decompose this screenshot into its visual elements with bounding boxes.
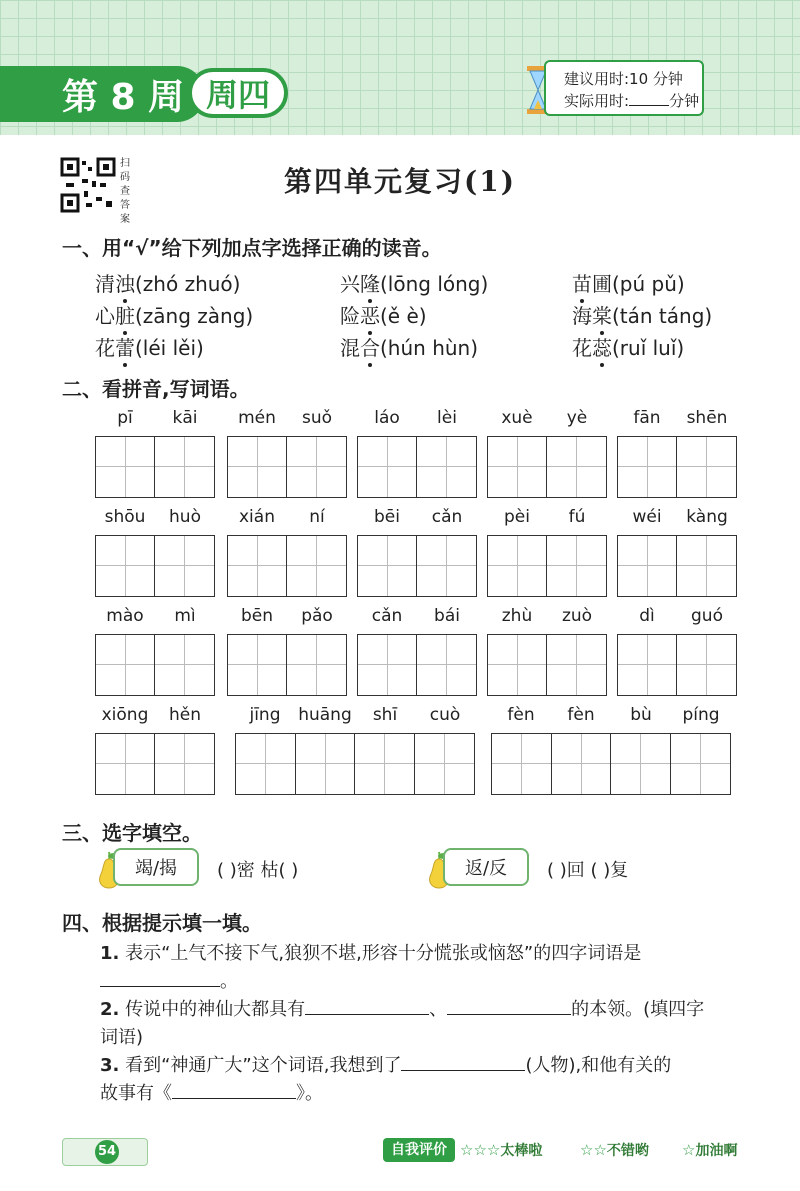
- pinyin-syllable: bái: [434, 606, 460, 626]
- writing-grid[interactable]: [357, 634, 477, 696]
- writing-grid[interactable]: [95, 535, 215, 597]
- pinyin-syllable: cǎn: [371, 606, 403, 626]
- writing-grid[interactable]: [235, 733, 475, 795]
- grid-cell[interactable]: [155, 734, 214, 794]
- pinyin-syllable: wéi: [632, 507, 662, 527]
- pinyin-syllable: kàng: [686, 507, 728, 527]
- pinyin-syllable: kāi: [172, 408, 198, 428]
- page-number: 54: [95, 1140, 119, 1164]
- qr-caption: 扫码查答案: [120, 158, 130, 225]
- pinyin-options: (ruǐ luǐ): [612, 336, 685, 360]
- fill-group-2[interactable]: ( )回 ( )复: [547, 860, 629, 881]
- answer-blank[interactable]: [305, 996, 429, 1015]
- grid-cell[interactable]: [287, 635, 346, 695]
- grid-cell[interactable]: [492, 734, 552, 794]
- writing-grid[interactable]: [227, 436, 347, 498]
- star-icon: ☆☆: [580, 1141, 607, 1159]
- grid-cell[interactable]: [287, 536, 346, 596]
- question-text: 的本领。(填四字: [571, 999, 705, 1020]
- pronunciation-item[interactable]: [572, 300, 712, 329]
- pinyin-syllable: zhù: [501, 606, 533, 626]
- pronunciation-item[interactable]: [95, 332, 204, 361]
- pronunciation-item[interactable]: [572, 332, 684, 361]
- dotted-char: 合: [360, 332, 380, 361]
- writing-grid[interactable]: [357, 535, 477, 597]
- answer-blank[interactable]: [172, 1080, 296, 1099]
- pinyin-options: (tán táng): [612, 304, 713, 328]
- pinyin-syllable: shōu: [104, 507, 146, 527]
- pronunciation-item[interactable]: [95, 268, 240, 297]
- pinyin-syllable: pèi: [504, 507, 530, 527]
- question-text: 词语): [100, 1027, 144, 1048]
- pinyin-syllable: shī: [372, 705, 398, 725]
- answer-blank[interactable]: [447, 996, 571, 1015]
- actual-time-blank[interactable]: [629, 91, 669, 106]
- grid-cell[interactable]: [358, 536, 417, 596]
- word-char: 混: [340, 336, 360, 360]
- question-text: 传说中的神仙大都具有: [125, 999, 306, 1020]
- actual-time-unit: 分钟: [669, 92, 700, 110]
- pinyin-options: (zāng zàng): [135, 304, 254, 328]
- question-number: 2.: [100, 999, 120, 1020]
- dotted-char: 蕾: [115, 332, 135, 361]
- page-number-badge: [62, 1138, 148, 1166]
- pinyin-syllable: píng: [682, 705, 720, 725]
- pinyin-syllable: mào: [106, 606, 144, 626]
- dotted-char: 蕊: [592, 332, 612, 361]
- rating-good[interactable]: [580, 1140, 649, 1160]
- pinyin-syllable: bēn: [240, 606, 274, 626]
- writing-grid[interactable]: [95, 634, 215, 696]
- dotted-char: 浊: [115, 268, 135, 297]
- pinyin-syllable: fèn: [567, 705, 595, 725]
- section4-heading: 四、根据提示填一填。: [62, 911, 262, 935]
- grid-cell[interactable]: [618, 536, 677, 596]
- grid-cell[interactable]: [228, 635, 287, 695]
- rating-label: 太棒啦: [500, 1143, 543, 1159]
- grid-cell[interactable]: [296, 734, 356, 794]
- pinyin-options: (zhó zhuó): [135, 272, 241, 296]
- pinyin-syllable: huāng: [298, 705, 352, 725]
- fill-group-1[interactable]: ( )密 枯( ): [217, 860, 299, 881]
- dotted-char: 苗: [572, 268, 592, 297]
- writing-grid[interactable]: [227, 634, 347, 696]
- dotted-char: 脏: [115, 300, 135, 329]
- word-char: 兴: [340, 272, 360, 296]
- question-text: 故事有《: [100, 1083, 172, 1104]
- section1-heading: 一、用“√”给下列加点字选择正确的读音。: [62, 236, 442, 260]
- pinyin-syllable: ní: [309, 507, 325, 527]
- actual-time-label: 实际用时:: [564, 92, 630, 110]
- grid-cell[interactable]: [417, 536, 476, 596]
- word-char: 花: [95, 336, 115, 360]
- grid-cell[interactable]: [547, 437, 606, 497]
- writing-grid[interactable]: [487, 535, 607, 597]
- pinyin-options: (hún hùn): [380, 336, 479, 360]
- writing-grid[interactable]: [617, 535, 737, 597]
- star-icon: ☆☆☆: [460, 1141, 501, 1159]
- word-char: 海: [572, 304, 592, 328]
- grid-cell[interactable]: [677, 437, 736, 497]
- pinyin-syllable: mì: [174, 606, 196, 626]
- grid-cell[interactable]: [96, 734, 155, 794]
- question-number: 3.: [100, 1055, 120, 1076]
- pinyin-syllable: láo: [374, 408, 400, 428]
- grid-cell[interactable]: [488, 536, 547, 596]
- question-text: 、: [429, 999, 448, 1020]
- rating-cheer[interactable]: [682, 1140, 737, 1160]
- pinyin-syllable: zuò: [561, 606, 593, 626]
- dotted-char: 棠: [592, 300, 612, 329]
- pinyin-syllable: hěn: [168, 705, 201, 725]
- pinyin-syllable: shēn: [686, 408, 728, 428]
- pronunciation-item[interactable]: [572, 268, 685, 297]
- grid-cell[interactable]: [677, 635, 736, 695]
- dotted-char: 隆: [360, 268, 380, 297]
- grid-cell[interactable]: [155, 536, 214, 596]
- writing-grid[interactable]: [617, 436, 737, 498]
- question-text: 。: [220, 971, 238, 992]
- pinyin-syllable: xiōng: [101, 705, 149, 725]
- pinyin-syllable: jīng: [249, 705, 281, 725]
- grid-cell[interactable]: [552, 734, 612, 794]
- dotted-char: 恶: [360, 300, 380, 329]
- writing-grid[interactable]: [95, 436, 215, 498]
- grid-cell[interactable]: [355, 734, 415, 794]
- grid-cell[interactable]: [415, 734, 475, 794]
- grid-cell[interactable]: [228, 437, 287, 497]
- pinyin-syllable: bù: [630, 705, 652, 725]
- grid-cell[interactable]: [417, 437, 476, 497]
- grid-cell[interactable]: [287, 437, 346, 497]
- pinyin-syllable: huò: [169, 507, 201, 527]
- writing-grid[interactable]: [357, 436, 477, 498]
- word-char: 心: [95, 304, 115, 328]
- grid-cell[interactable]: [547, 635, 606, 695]
- section3-heading: 三、选字填空。: [62, 821, 202, 845]
- grid-cell[interactable]: [677, 536, 736, 596]
- grid-cell[interactable]: [358, 635, 417, 695]
- pronunciation-item[interactable]: [340, 300, 427, 329]
- char-option-group-1: 竭/揭: [113, 848, 199, 886]
- word-char: 花: [572, 336, 592, 360]
- pinyin-syllable: fú: [568, 507, 586, 527]
- time-box: [544, 60, 704, 116]
- pinyin-syllable: fèn: [507, 705, 535, 725]
- grid-cell[interactable]: [547, 536, 606, 596]
- pinyin-syllable: xuè: [501, 408, 533, 428]
- section2-heading: 二、看拼音,写词语。: [62, 377, 250, 401]
- question-text: 看到“神通广大”这个词语,我想到了: [125, 1055, 402, 1076]
- suggested-time: 建议用时:10 分钟: [564, 70, 683, 88]
- pinyin-syllable: bēi: [374, 507, 400, 527]
- writing-grid[interactable]: [227, 535, 347, 597]
- rating-label: 不错哟: [606, 1143, 649, 1159]
- day-label: 周四: [188, 68, 288, 118]
- pinyin-syllable: yè: [566, 408, 588, 428]
- question-2: [100, 996, 760, 1052]
- pinyin-syllable: cuò: [429, 705, 461, 725]
- writing-grid[interactable]: [487, 634, 607, 696]
- grid-cell[interactable]: [618, 635, 677, 695]
- writing-grid[interactable]: [95, 733, 215, 795]
- grid-cell[interactable]: [228, 536, 287, 596]
- grid-cell[interactable]: [488, 635, 547, 695]
- grid-cell[interactable]: [96, 635, 155, 695]
- char-option-group-2: 返/反: [443, 848, 529, 886]
- writing-grid[interactable]: [487, 436, 607, 498]
- question-1: [100, 940, 760, 996]
- grid-cell[interactable]: [155, 635, 214, 695]
- question-text: 表示“上气不接下气,狼狈不堪,形容十分慌张或恼怒”的四字词语是: [125, 943, 642, 964]
- grid-cell[interactable]: [236, 734, 296, 794]
- question-text: (人物),和他有关的: [525, 1055, 672, 1076]
- pinyin-options: (lōng lóng): [380, 272, 489, 296]
- answer-blank[interactable]: [100, 968, 220, 987]
- question-text: 》。: [296, 1083, 323, 1104]
- pinyin-syllable: suǒ: [301, 408, 333, 428]
- grid-cell[interactable]: [155, 437, 214, 497]
- page-title: 第四单元复习(1): [284, 165, 516, 198]
- grid-cell[interactable]: [96, 536, 155, 596]
- pinyin-syllable: guó: [691, 606, 723, 626]
- pinyin-syllable: lèi: [437, 408, 457, 428]
- writing-grid[interactable]: [491, 733, 731, 795]
- self-eval-label: 自我评价: [383, 1138, 455, 1162]
- pinyin-syllable: cǎn: [431, 507, 463, 527]
- word-char: 清: [95, 272, 115, 296]
- pinyin-options: (ě è): [380, 304, 427, 328]
- rating-great[interactable]: [460, 1140, 542, 1160]
- writing-grid[interactable]: [617, 634, 737, 696]
- question-number: 1.: [100, 943, 120, 964]
- pinyin-syllable: mén: [238, 408, 276, 428]
- rating-label: 加油啊: [695, 1143, 738, 1159]
- week-label: 第 8 周: [0, 66, 205, 122]
- pronunciation-item[interactable]: [340, 268, 488, 297]
- actual-time: [564, 90, 702, 112]
- answer-blank[interactable]: [401, 1052, 525, 1071]
- pinyin-syllable: xián: [239, 507, 275, 527]
- pinyin-syllable: fān: [633, 408, 661, 428]
- pinyin-options: (pú pǔ): [612, 272, 685, 296]
- grid-cell[interactable]: [671, 734, 731, 794]
- grid-cell[interactable]: [488, 437, 547, 497]
- word-char: 险: [340, 304, 360, 328]
- grid-cell[interactable]: [618, 437, 677, 497]
- pronunciation-item[interactable]: [95, 300, 253, 329]
- word-char: 圃: [592, 272, 612, 296]
- pronunciation-item[interactable]: [340, 332, 478, 361]
- pinyin-syllable: pǎo: [301, 606, 333, 626]
- grid-cell[interactable]: [358, 437, 417, 497]
- pinyin-options: (léi lěi): [135, 336, 204, 360]
- pinyin-syllable: pī: [117, 408, 133, 428]
- question-3: [100, 1052, 760, 1108]
- grid-cell[interactable]: [417, 635, 476, 695]
- grid-cell[interactable]: [96, 437, 155, 497]
- grid-cell[interactable]: [611, 734, 671, 794]
- star-icon: ☆: [682, 1141, 696, 1159]
- pinyin-syllable: dì: [639, 606, 655, 626]
